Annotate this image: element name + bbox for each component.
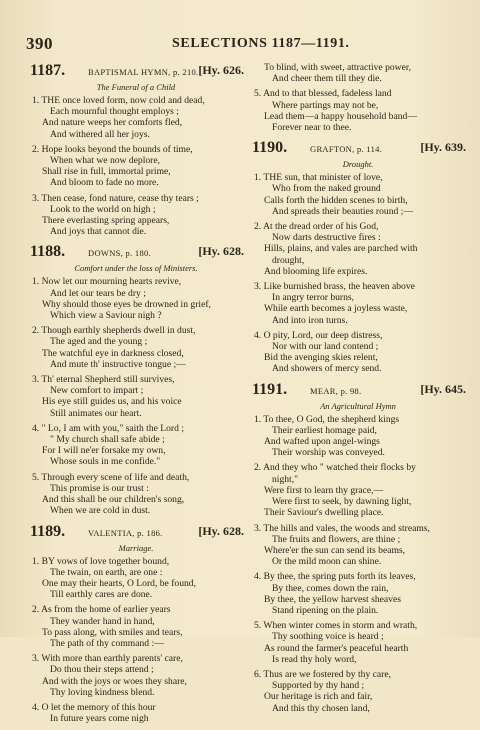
- verse-line: To pass along, with smiles and tears,: [42, 626, 183, 638]
- verse-line: Which view a Saviour nigh ?: [50, 310, 162, 322]
- verse-line: drought,: [272, 254, 305, 266]
- verse-line: And with the joys or woes they share,: [42, 675, 187, 687]
- stanza: [250, 669, 466, 714]
- stanza: [28, 374, 244, 419]
- hymn-block: [28, 62, 244, 237]
- verse-line: Stand ripening on the plain.: [272, 604, 379, 616]
- stanza: [250, 88, 466, 133]
- verse-line: 2. And they who " watched their flocks by: [254, 462, 416, 474]
- verse-line: For I will ne'er forsake my own,: [42, 445, 166, 457]
- verse-line: 4. By thee, the spring puts forth its leaves,: [254, 571, 416, 583]
- verse-line: 5. And to that blessed, fadeless land: [254, 88, 392, 100]
- verse-line: And wafted upon angel-wings: [264, 436, 380, 448]
- verse-line: Who from the naked ground: [272, 183, 381, 195]
- verse-line: Their worship was conveyed.: [272, 447, 385, 459]
- running-title: SELECTIONS 1187—1191.: [172, 36, 350, 51]
- verse-line: 2. Though earthly shepherds dwell in dust,: [32, 325, 196, 337]
- verse-line: The fruits and flowers, are thine ;: [272, 533, 401, 545]
- stanza: [28, 556, 244, 601]
- stanza: [28, 193, 244, 238]
- verse-line: By thee, the yellow harvest sheaves: [264, 593, 401, 605]
- verse-line: 5. Through every scene of life and death,: [32, 471, 190, 483]
- verse-line: And nature weeps her comforts fled,: [42, 117, 183, 129]
- verse-line: And blooming life expires.: [264, 265, 368, 277]
- stanza: [250, 62, 466, 84]
- hymn-block: [28, 523, 244, 725]
- verse-line: Do thou their steps attend ;: [50, 664, 154, 676]
- verse-line: There everlasting spring appears,: [42, 215, 170, 227]
- verse-line: In angry terror burns,: [272, 292, 355, 304]
- hymn-reference: [Hy. 626.: [198, 63, 244, 77]
- verse-line: And withered all her joys.: [50, 128, 150, 140]
- verse-line: Thy soothing voice is heard ;: [272, 631, 384, 643]
- verse-line: And bloom to fade no more.: [50, 177, 159, 189]
- stanza: [250, 330, 466, 375]
- verse-line: night,": [272, 473, 299, 485]
- verse-line: Were first to learn thy grace,—: [264, 484, 384, 496]
- verse-line: Shall rise in full, immortal prime,: [42, 166, 171, 178]
- verse-line: 1. BY vows of love together bound,: [32, 555, 170, 567]
- verse-line: To blind, with sweet, attractive power,: [264, 62, 412, 73]
- page-number: 390: [26, 34, 53, 53]
- hymn-header: [250, 381, 466, 401]
- verse-line: 6. Thus are we fostered by thy care,: [254, 668, 392, 680]
- verse-line: Is read thy holy word,: [272, 653, 357, 665]
- verse-line: One may their hearts, O Lord, be found,: [42, 577, 196, 589]
- verse-line: New comfort to impart ;: [50, 385, 144, 397]
- verse-line: 3. Th' eternal Shepherd still survives,: [32, 374, 175, 386]
- stanza: [28, 423, 244, 468]
- page-header: [26, 34, 446, 52]
- hymn-tune: BAPTISMAL HYMN, p. 210.: [88, 67, 199, 77]
- verse-line: His eye still guides us, and his voice: [42, 396, 182, 408]
- stanza: [250, 172, 466, 217]
- stanza: [250, 523, 466, 568]
- stanza: [250, 414, 466, 459]
- verse-line: 3. The hills and vales, the woods and streams,: [254, 522, 430, 534]
- verse-line: The watchful eye in darkness closed,: [42, 347, 184, 359]
- verse-line: The twain, on earth, are one :: [50, 566, 163, 578]
- hymn-number: 1189.: [30, 522, 66, 540]
- verse-line: 4. " Lo, I am with you," saith the Lord ;: [32, 422, 184, 434]
- hymn-subtitle: The Funeral of a Child: [96, 82, 176, 92]
- stanza: [28, 604, 244, 649]
- verse-line: 3. With more than earthly parents' care,: [32, 653, 183, 665]
- verse-line: As round the farmer's peaceful hearth: [264, 642, 409, 654]
- hymn-header: [28, 523, 244, 543]
- stanza: [28, 325, 244, 370]
- verse-line: Still animates our heart.: [50, 407, 142, 419]
- stanza: [250, 281, 466, 326]
- verse-line: 3. Then cease, fond nature, cease thy tears ;: [32, 192, 199, 204]
- stanza: [250, 221, 466, 277]
- verse-line: They wander hand in hand,: [50, 615, 155, 627]
- hymn-block: [250, 381, 466, 714]
- verse-line: And into iron turns.: [272, 314, 348, 326]
- hymn-number: 1190.: [252, 139, 288, 157]
- hymn-reference: [Hy. 645.: [420, 381, 466, 396]
- stanza: [28, 276, 244, 321]
- verse-line: When what we now deplore,: [50, 155, 161, 167]
- verse-line: This promise is our trust :: [50, 482, 149, 494]
- verse-line: The path of thy command :—: [50, 637, 164, 649]
- stanza: [250, 462, 466, 518]
- verse-line: 3. Like burnished brass, the heaven above: [254, 281, 415, 293]
- stanza: [28, 653, 244, 698]
- verse-line: Look to the world on high ;: [50, 203, 156, 215]
- hymn-block: [250, 62, 466, 133]
- hymn-header: [28, 62, 244, 82]
- verse-line: 2. At the dread order of his God,: [254, 221, 379, 233]
- stanza: [250, 620, 466, 665]
- hymn-header: [28, 243, 244, 263]
- hymn-tune: GRAFTON, p. 114.: [310, 144, 383, 155]
- verse-line: And spreads their beauties round ;—: [272, 205, 413, 217]
- stanza: [28, 144, 244, 189]
- verse-line: 4. O let the memory of this hour: [32, 701, 156, 713]
- verse-line: Forever near to thee.: [272, 122, 352, 134]
- verse-line: 1. THE once loved form, now cold and dead,: [32, 95, 205, 106]
- left-column: [28, 62, 244, 730]
- verse-line: Bid the avenging skies relent,: [264, 352, 378, 364]
- verse-line: And mute th' instructive tongue ;—: [50, 358, 186, 370]
- hymn-number: 1187.: [30, 62, 66, 79]
- verse-line: Till earthly cares are done.: [50, 589, 153, 601]
- verse-line: Where'er the sun can send its beams,: [264, 544, 406, 556]
- hymn-subtitle: Drought.: [342, 159, 374, 170]
- verse-line: " My church shall safe abide ;: [50, 434, 165, 446]
- stanza: [28, 702, 244, 724]
- hymn-tune: VALENTIA, p. 186.: [88, 527, 163, 538]
- verse-line: 2. As from the home of earlier years: [32, 604, 171, 616]
- hymn-number: 1188.: [30, 243, 66, 261]
- verse-line: And let our tears be dry ;: [50, 287, 146, 299]
- verse-line: Calls forth the hidden scenes to birth,: [264, 194, 408, 206]
- hymn-reference: [Hy. 639.: [420, 140, 466, 155]
- verse-line: When we are cold in dust.: [50, 505, 151, 517]
- hymn-block: [250, 139, 466, 374]
- verse-line: 4. O pity, Lord, our deep distress,: [254, 329, 383, 341]
- hymn-subtitle: Comfort under the loss of Ministers.: [74, 263, 198, 274]
- hymn-header: [250, 139, 466, 159]
- verse-line: The aged and the young ;: [50, 336, 148, 348]
- verse-line: Hills, plains, and vales are parched with: [264, 243, 418, 255]
- hymn-subtitle: Marriage.: [118, 542, 154, 553]
- stanza: [250, 571, 466, 616]
- verse-line: 1. To thee, O God, the shepherd kings: [254, 413, 400, 425]
- verse-line: Our heritage is rich and fair,: [264, 691, 373, 703]
- verse-line: Nor with our land contend ;: [272, 341, 379, 353]
- verse-line: And showers of mercy send.: [272, 363, 382, 375]
- verse-line: 5. When winter comes in storm and wrath,: [254, 620, 418, 632]
- stanza: [28, 472, 244, 517]
- verse-line: Their earliest homage paid,: [272, 424, 377, 436]
- verse-line: Were first to seek, by dawning light,: [272, 496, 412, 508]
- verse-line: Supported by thy hand ;: [272, 680, 365, 692]
- verse-line: And this thy chosen land,: [272, 702, 370, 714]
- hymn-tune: DOWNS, p. 180.: [88, 248, 151, 259]
- hymn-subtitle: An Agricultural Hymn: [320, 400, 396, 411]
- hymn-block: [28, 243, 244, 516]
- stanza: [28, 95, 244, 140]
- verse-line: 1. THE sun, that minister of love,: [254, 172, 383, 184]
- verse-line: And this shall be our children's song,: [42, 494, 185, 506]
- verse-line: Now darts destructive fires :: [272, 232, 381, 244]
- verse-line: Their Saviour's dwelling place.: [264, 507, 384, 519]
- verse-line: In future years come nigh: [50, 713, 149, 725]
- verse-line: And joys that cannot die.: [50, 226, 147, 238]
- hymn-number: 1191.: [252, 380, 288, 398]
- hymn-reference: [Hy. 628.: [198, 244, 244, 259]
- verse-line: 2. Hope looks beyond the bounds of time,: [32, 143, 193, 155]
- verse-line: 1. Now let our mourning hearts revive,: [32, 276, 182, 288]
- verse-line: Where partings may not be,: [272, 99, 379, 111]
- verse-line: And cheer them till they die.: [272, 73, 382, 85]
- verse-line: By thee, comes down the rain,: [272, 582, 389, 594]
- verse-line: Lead them—a happy household band—: [264, 110, 417, 122]
- right-column: [250, 62, 466, 720]
- verse-line: Why should those eyes be drowned in grief,: [42, 298, 211, 310]
- verse-line: Thy loving kindness blend.: [50, 686, 155, 698]
- hymn-tune: MEAR, p. 98.: [310, 385, 362, 396]
- hymn-reference: [Hy. 628.: [198, 523, 244, 538]
- verse-line: Whose souls in me confide.": [50, 456, 161, 468]
- verse-line: Or the mild moon can shine.: [272, 556, 382, 568]
- verse-line: While earth becomes a joyless waste,: [264, 303, 408, 315]
- verse-line: Each mournful thought employs ;: [50, 106, 179, 118]
